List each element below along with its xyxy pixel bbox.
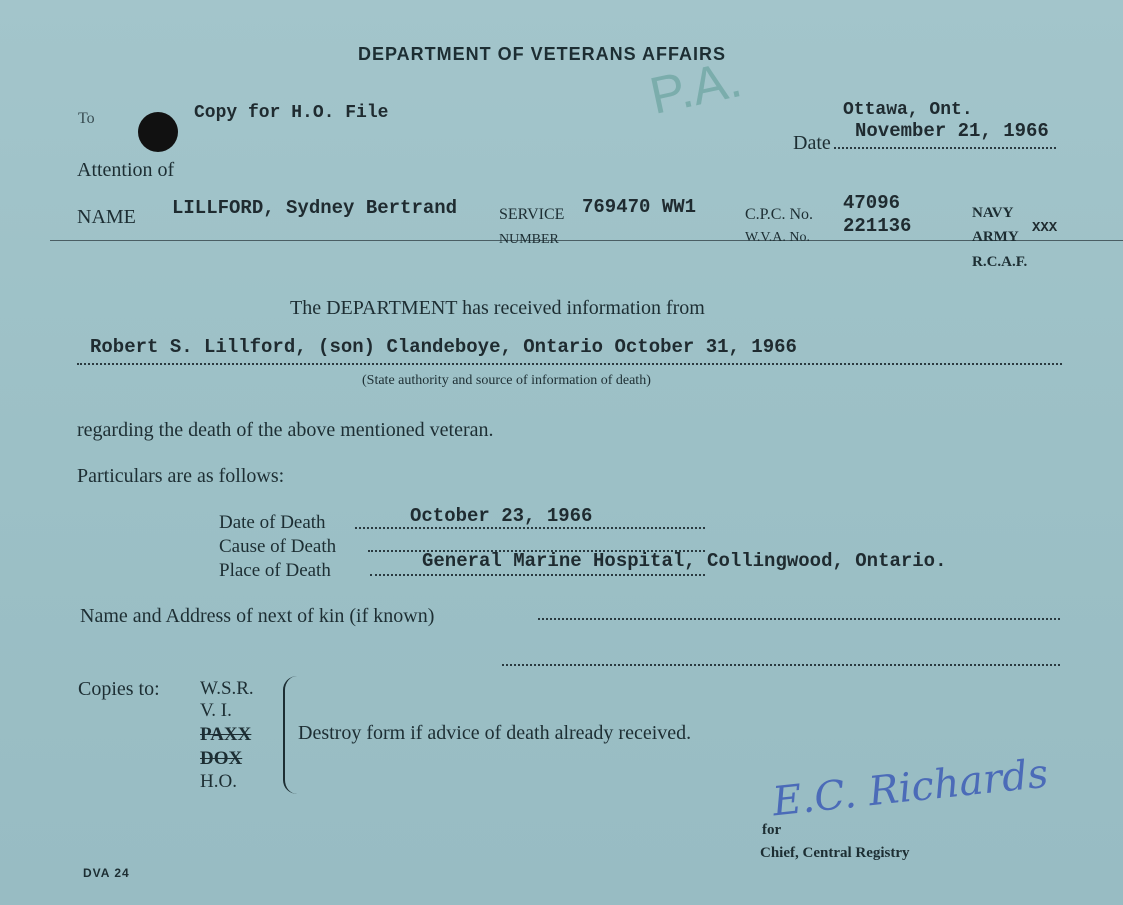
name-label: NAME — [77, 206, 136, 228]
death-date-value: October 23, 1966 — [410, 505, 593, 527]
pa-stamp: P.A. — [644, 50, 747, 126]
copy-item-struck: DOX — [200, 748, 243, 769]
regarding-text: regarding the death of the above mentioned veteran. — [77, 419, 494, 441]
copy-item-struck: PAXX — [200, 724, 252, 745]
source-value: Robert S. Lillford, (son) Clandeboye, Ontario October 31, 1966 — [90, 336, 797, 358]
cpc-value: 47096 — [843, 192, 901, 214]
copy-item: W.S.R. — [200, 678, 254, 699]
wva-value: 221136 — [843, 215, 912, 237]
for-label: for — [762, 822, 782, 838]
received-text: The DEPARTMENT has received information from — [290, 297, 705, 319]
date-value: November 21, 1966 — [855, 120, 1049, 142]
navy-label: NAVY — [972, 205, 1014, 221]
service-label: SERVICE — [499, 206, 565, 223]
hole-punch — [138, 112, 178, 152]
wva-label: W.V.A. No. — [745, 230, 810, 245]
copy-item: V. I. — [200, 700, 232, 721]
to-label: To — [78, 110, 95, 127]
service-number-label: NUMBER — [499, 232, 559, 247]
death-place-line — [370, 574, 705, 576]
date-line — [834, 147, 1056, 149]
death-date-line — [355, 527, 705, 529]
next-of-kin-line-2 — [502, 664, 1060, 666]
particulars-text: Particulars are as follows: — [77, 465, 285, 487]
signature: E.C. Richards — [770, 750, 1051, 826]
destroy-note: Destroy form if advice of death already received. — [298, 722, 692, 744]
attention-label: Attention of — [77, 159, 175, 181]
next-of-kin-label: Name and Address of next of kin (if known) — [80, 605, 435, 627]
copy-note: Copy for H.O. File — [194, 103, 389, 123]
name-value: LILLFORD, Sydney Bertrand — [172, 197, 458, 219]
date-label: Date — [793, 132, 831, 154]
form-code: DVA 24 — [83, 866, 130, 880]
location: Ottawa, Ont. — [843, 100, 973, 120]
department-title: DEPARTMENT OF VETERANS AFFAIRS — [358, 44, 727, 64]
death-date-label: Date of Death — [219, 512, 326, 533]
name-rule — [50, 240, 1123, 241]
source-line — [77, 363, 1062, 365]
copy-item: H.O. — [200, 771, 237, 792]
cpc-label: C.P.C. No. — [745, 206, 814, 223]
copies-label: Copies to: — [78, 678, 160, 700]
rcaf-label: R.C.A.F. — [972, 254, 1028, 270]
source-caption: (State authority and source of information of death) — [362, 373, 651, 388]
army-mark: XXX — [1032, 220, 1058, 236]
death-place-label: Place of Death — [219, 560, 331, 581]
signatory-title: Chief, Central Registry — [760, 845, 910, 861]
death-place-value: General Marine Hospital, Collingwood, Ontario. — [422, 550, 947, 572]
army-label: ARMY — [972, 229, 1019, 245]
service-number-value: 769470 WW1 — [582, 196, 697, 218]
death-cause-label: Cause of Death — [219, 536, 337, 557]
copies-brace — [283, 676, 299, 794]
next-of-kin-line-1 — [538, 618, 1060, 620]
